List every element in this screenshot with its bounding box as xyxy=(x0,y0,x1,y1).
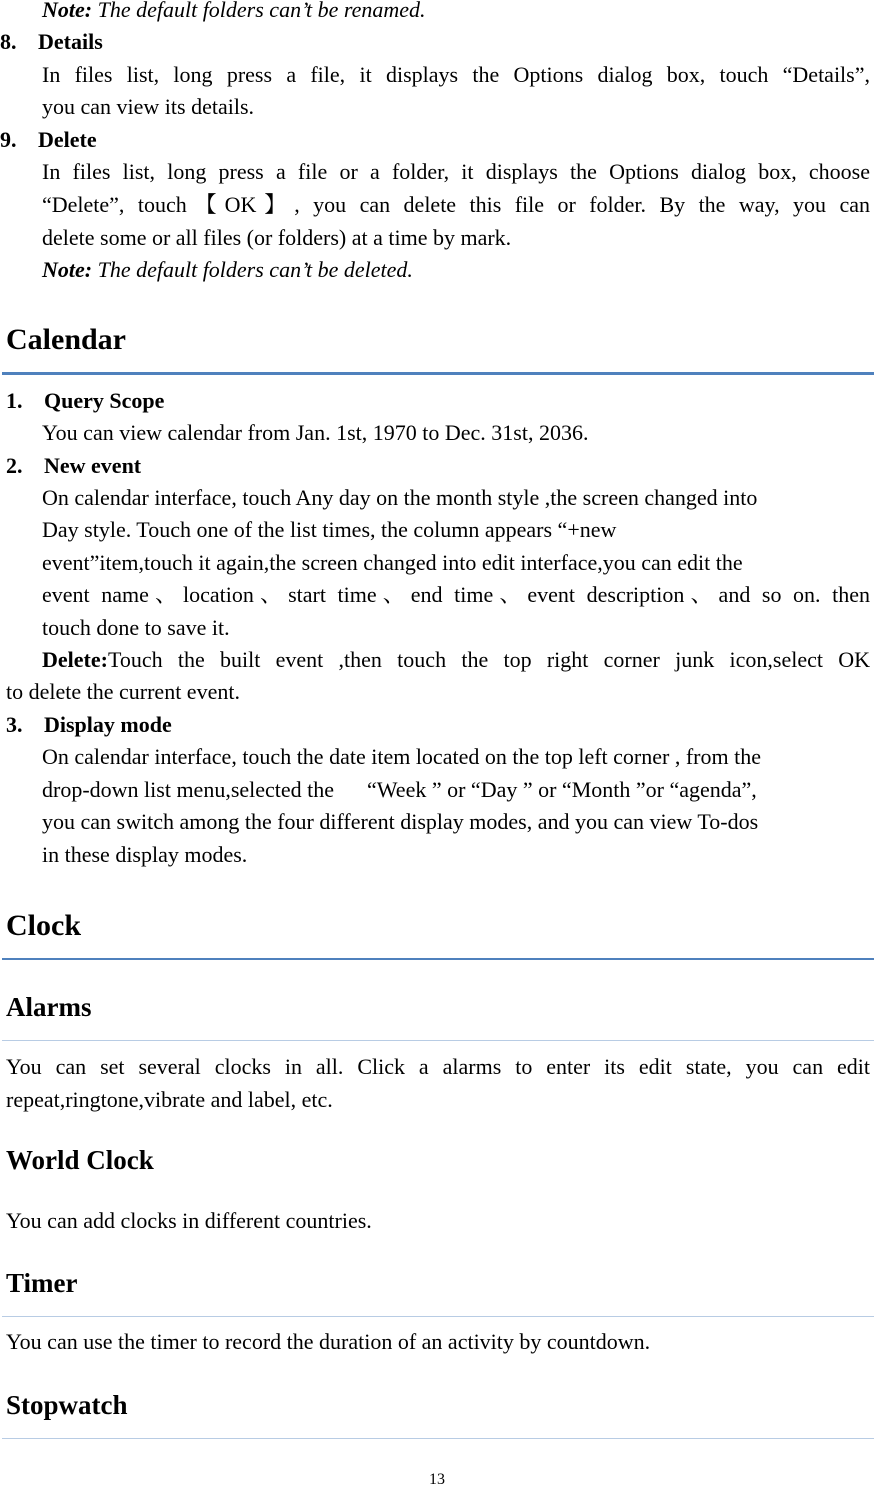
item-number-delete: 9. xyxy=(0,127,17,152)
display-mode-line-4: in these display modes. xyxy=(42,842,248,867)
timer-heading-rule xyxy=(2,1316,874,1317)
stopwatch-heading: Stopwatch xyxy=(6,1390,128,1420)
calendar-heading-rule xyxy=(2,372,874,375)
delete-line-2: “Delete”, touch【OK】, you can delete this file or folder. By the way, you can xyxy=(42,192,870,217)
display-mode-line-1: On calendar interface, touch the date item located on the top left corner , from the xyxy=(42,744,761,769)
delete-line-1: In files list, long press a file or a folder, it displays the Options dialog box, choose xyxy=(42,159,870,184)
clock-heading: Clock xyxy=(6,909,81,942)
delete-text: Touch the built event ,then touch the top right corner junk icon,select OK xyxy=(107,647,870,672)
delete-title: Delete xyxy=(38,127,97,152)
query-scope-text: You can view calendar from Jan. 1st, 1970 to Dec. 31st, 2036. xyxy=(42,420,589,445)
clock-heading-rule xyxy=(2,958,874,960)
display-mode-line-3: you can switch among the four different display modes, and you can view To-dos xyxy=(42,809,759,834)
alarms-line-1: You can set several clocks in all. Click a alarms to enter its edit state, you can edit xyxy=(6,1054,870,1079)
timer-text: You can use the timer to record the duration of an activity by countdown. xyxy=(6,1329,651,1354)
new-event-line-2: Day style. Touch one of the list times, the column appears “+new xyxy=(42,517,617,542)
note-text: The default folders can’t be renamed. xyxy=(92,0,426,22)
page-number: 13 xyxy=(429,1471,445,1488)
delete-label: Delete: xyxy=(42,647,108,672)
stopwatch-heading-rule xyxy=(2,1438,874,1439)
note-renamed xyxy=(42,0,426,26)
item-number-display-mode: 3. xyxy=(6,712,23,737)
calendar-delete-line xyxy=(42,644,870,676)
world-clock-heading: World Clock xyxy=(6,1145,154,1175)
details-line-1: In files list, long press a file, it displays the Options dialog box, touch “Details”, xyxy=(42,62,870,87)
note-deleted xyxy=(42,254,413,286)
new-event-title: New event xyxy=(44,453,142,478)
details-line-2: you can view its details. xyxy=(42,94,255,119)
note-label: Note: xyxy=(42,0,93,22)
item-number-new-event: 2. xyxy=(6,453,23,478)
new-event-line-5: touch done to save it. xyxy=(42,615,230,640)
delete-line-3: delete some or all files (or folders) at a time by mark. xyxy=(42,225,512,250)
display-mode-title: Display mode xyxy=(44,712,172,737)
alarms-line-2: repeat,ringtone,vibrate and label, etc. xyxy=(6,1087,333,1112)
alarms-heading-rule xyxy=(2,1040,874,1041)
new-event-line-1: On calendar interface, touch Any day on the month style ,the screen changed into xyxy=(42,485,758,510)
alarms-heading: Alarms xyxy=(6,992,92,1022)
calendar-heading: Calendar xyxy=(6,323,126,356)
note-label: Note: xyxy=(42,257,93,282)
details-title: Details xyxy=(38,29,103,54)
timer-heading: Timer xyxy=(6,1268,78,1298)
item-number-query-scope: 1. xyxy=(6,388,23,413)
new-event-line-3: event”item,touch it again,the screen changed into edit interface,you can edit the xyxy=(42,550,743,575)
calendar-delete-line-2: to delete the current event. xyxy=(6,679,240,704)
world-clock-text: You can add clocks in different countries. xyxy=(6,1208,372,1233)
display-mode-line-2: drop-down list menu,selected the “Week ” or “Day ” or “Month ”or “agenda”, xyxy=(42,777,757,802)
note-text: The default folders can’t be deleted. xyxy=(92,257,413,282)
query-scope-title: Query Scope xyxy=(44,388,165,413)
item-number-details: 8. xyxy=(0,29,17,54)
new-event-line-4: event name、location、start time、end time、event description、and so on. then xyxy=(42,582,870,607)
